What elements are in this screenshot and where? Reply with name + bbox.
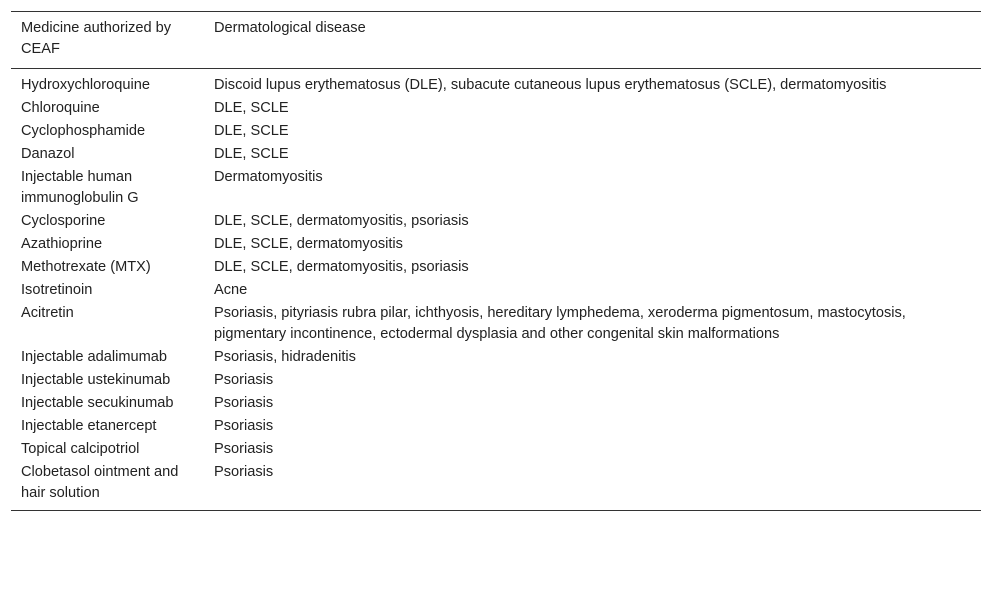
table-row [11,166,981,210]
medicine-cell: Methotrexate (MTX) [21,259,151,275]
table-row [11,143,981,166]
medicines-table [11,12,981,510]
header-row [11,12,981,69]
medicine-cell: Injectable secukinumab [21,395,174,411]
disease-cell: Psoriasis [214,441,274,457]
disease-cell: Dermatomyositis [214,169,323,185]
table-body [11,69,981,511]
table-row [11,120,981,143]
disease-cell: DLE, SCLE, dermatomyositis [214,236,403,252]
disease-cell: Psoriasis [214,395,274,411]
medicine-cell: Hydroxychloroquine [21,77,150,93]
table-row [11,97,981,120]
disease-cell: Psoriasis [214,372,274,388]
medicine-cell: Chloroquine [21,100,100,116]
medicine-cell: Injectable human immunoglobulin G [21,169,139,206]
disease-cell: Acne [214,282,248,298]
table-row [11,69,981,98]
table-row [11,346,981,369]
disease-cell: Psoriasis, pityriasis rubra pilar, ichthyosis, hereditary lymphedema, xeroderma pigmentosum, mastocytosis, pigmentary incontinence, ectodermal dysplasia and other congenital skin malformations [214,305,906,342]
medicine-cell: Injectable ustekinumab [21,372,171,388]
disease-cell: DLE, SCLE [214,100,289,116]
medicine-cell: Injectable etanercept [21,418,157,434]
medicine-cell: Cyclosporine [21,213,106,229]
table-row [11,461,981,510]
table-row [11,369,981,392]
header-disease: Dermatological disease [214,20,366,36]
medicine-cell: Danazol [21,146,75,162]
medicine-cell: Injectable adalimumab [21,349,168,365]
table-row [11,415,981,438]
table-row [11,210,981,233]
disease-cell: Psoriasis [214,418,274,434]
table-row [11,392,981,415]
disease-cell: DLE, SCLE, dermatomyositis, psoriasis [214,213,469,229]
medicine-cell: Cyclophosphamide [21,123,146,139]
disease-cell: Psoriasis, hidradenitis [214,349,356,365]
table-row [11,256,981,279]
medicine-cell: Azathioprine [21,236,103,252]
medicine-cell: Isotretinoin [21,282,93,298]
table-row [11,233,981,256]
medicine-cell: Clobetasol ointment and hair solution [21,464,179,501]
table-row [11,279,981,302]
disease-cell: DLE, SCLE [214,146,289,162]
disease-cell: Psoriasis [214,464,274,480]
table-row [11,302,981,346]
table-row [11,438,981,461]
disease-cell: Discoid lupus erythematosus (DLE), subacute cutaneous lupus erythematosus (SCLE), dermatomyositis [214,77,887,93]
medicine-cell: Acitretin [21,305,74,321]
medicines-table-container [11,11,981,511]
medicine-cell: Topical calcipotriol [21,441,140,457]
header-medicine: Medicine authorized by CEAF [21,20,172,57]
disease-cell: DLE, SCLE, dermatomyositis, psoriasis [214,259,469,275]
disease-cell: DLE, SCLE [214,123,289,139]
table-header [11,12,981,69]
